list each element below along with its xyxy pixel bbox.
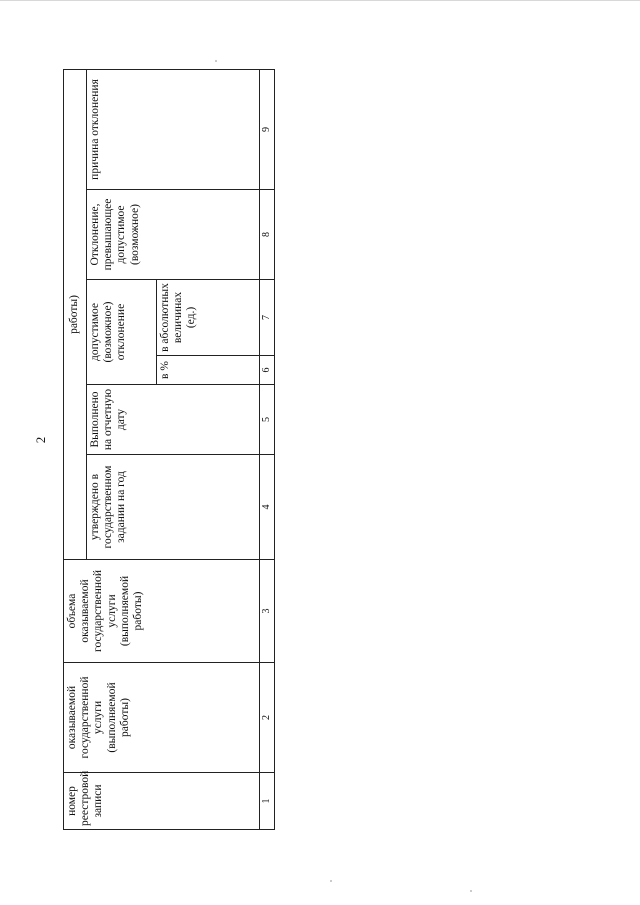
header-in-percent: в %	[157, 356, 260, 385]
column-number-1: 1	[260, 773, 275, 830]
column-number-4: 4	[260, 455, 275, 560]
header-exceeding-deviation: Отклонение, превышающее допустимое (возможное)	[87, 190, 260, 280]
header-volume: объема оказываемой государственной услуги (выполняемой работы)	[64, 560, 260, 663]
header-work-group: работы)	[64, 69, 87, 559]
header-approved: утверждено в государственном задании на год	[87, 455, 260, 560]
header-allowed-deviation: допустимое (возможное) отклонение	[87, 280, 157, 385]
page-number: 2	[33, 436, 48, 444]
column-number-5: 5	[260, 385, 275, 455]
column-number-8: 8	[260, 190, 275, 280]
column-number-2: 2	[260, 663, 275, 773]
header-executed: Выполнено на отчетную дату	[87, 385, 260, 455]
table-rotation-frame	[63, 70, 273, 830]
column-number-9: 9	[260, 69, 275, 189]
scan-speck	[330, 880, 332, 882]
scan-speck	[470, 890, 472, 892]
header-registry-number: номер реестровой записи	[64, 773, 260, 830]
header-reason: причина отклонения	[87, 69, 260, 189]
header-in-absolute: в абсолютных величинах (ед.)	[157, 280, 260, 356]
scan-speck	[215, 60, 217, 62]
rotated-table-container	[63, 70, 273, 830]
column-number-6: 6	[260, 356, 275, 385]
column-number-3: 3	[260, 560, 275, 663]
report-table	[63, 69, 275, 830]
column-number-7: 7	[260, 280, 275, 356]
header-service-type: оказываемой государственной услуги (выполняемой работы)	[64, 663, 260, 773]
